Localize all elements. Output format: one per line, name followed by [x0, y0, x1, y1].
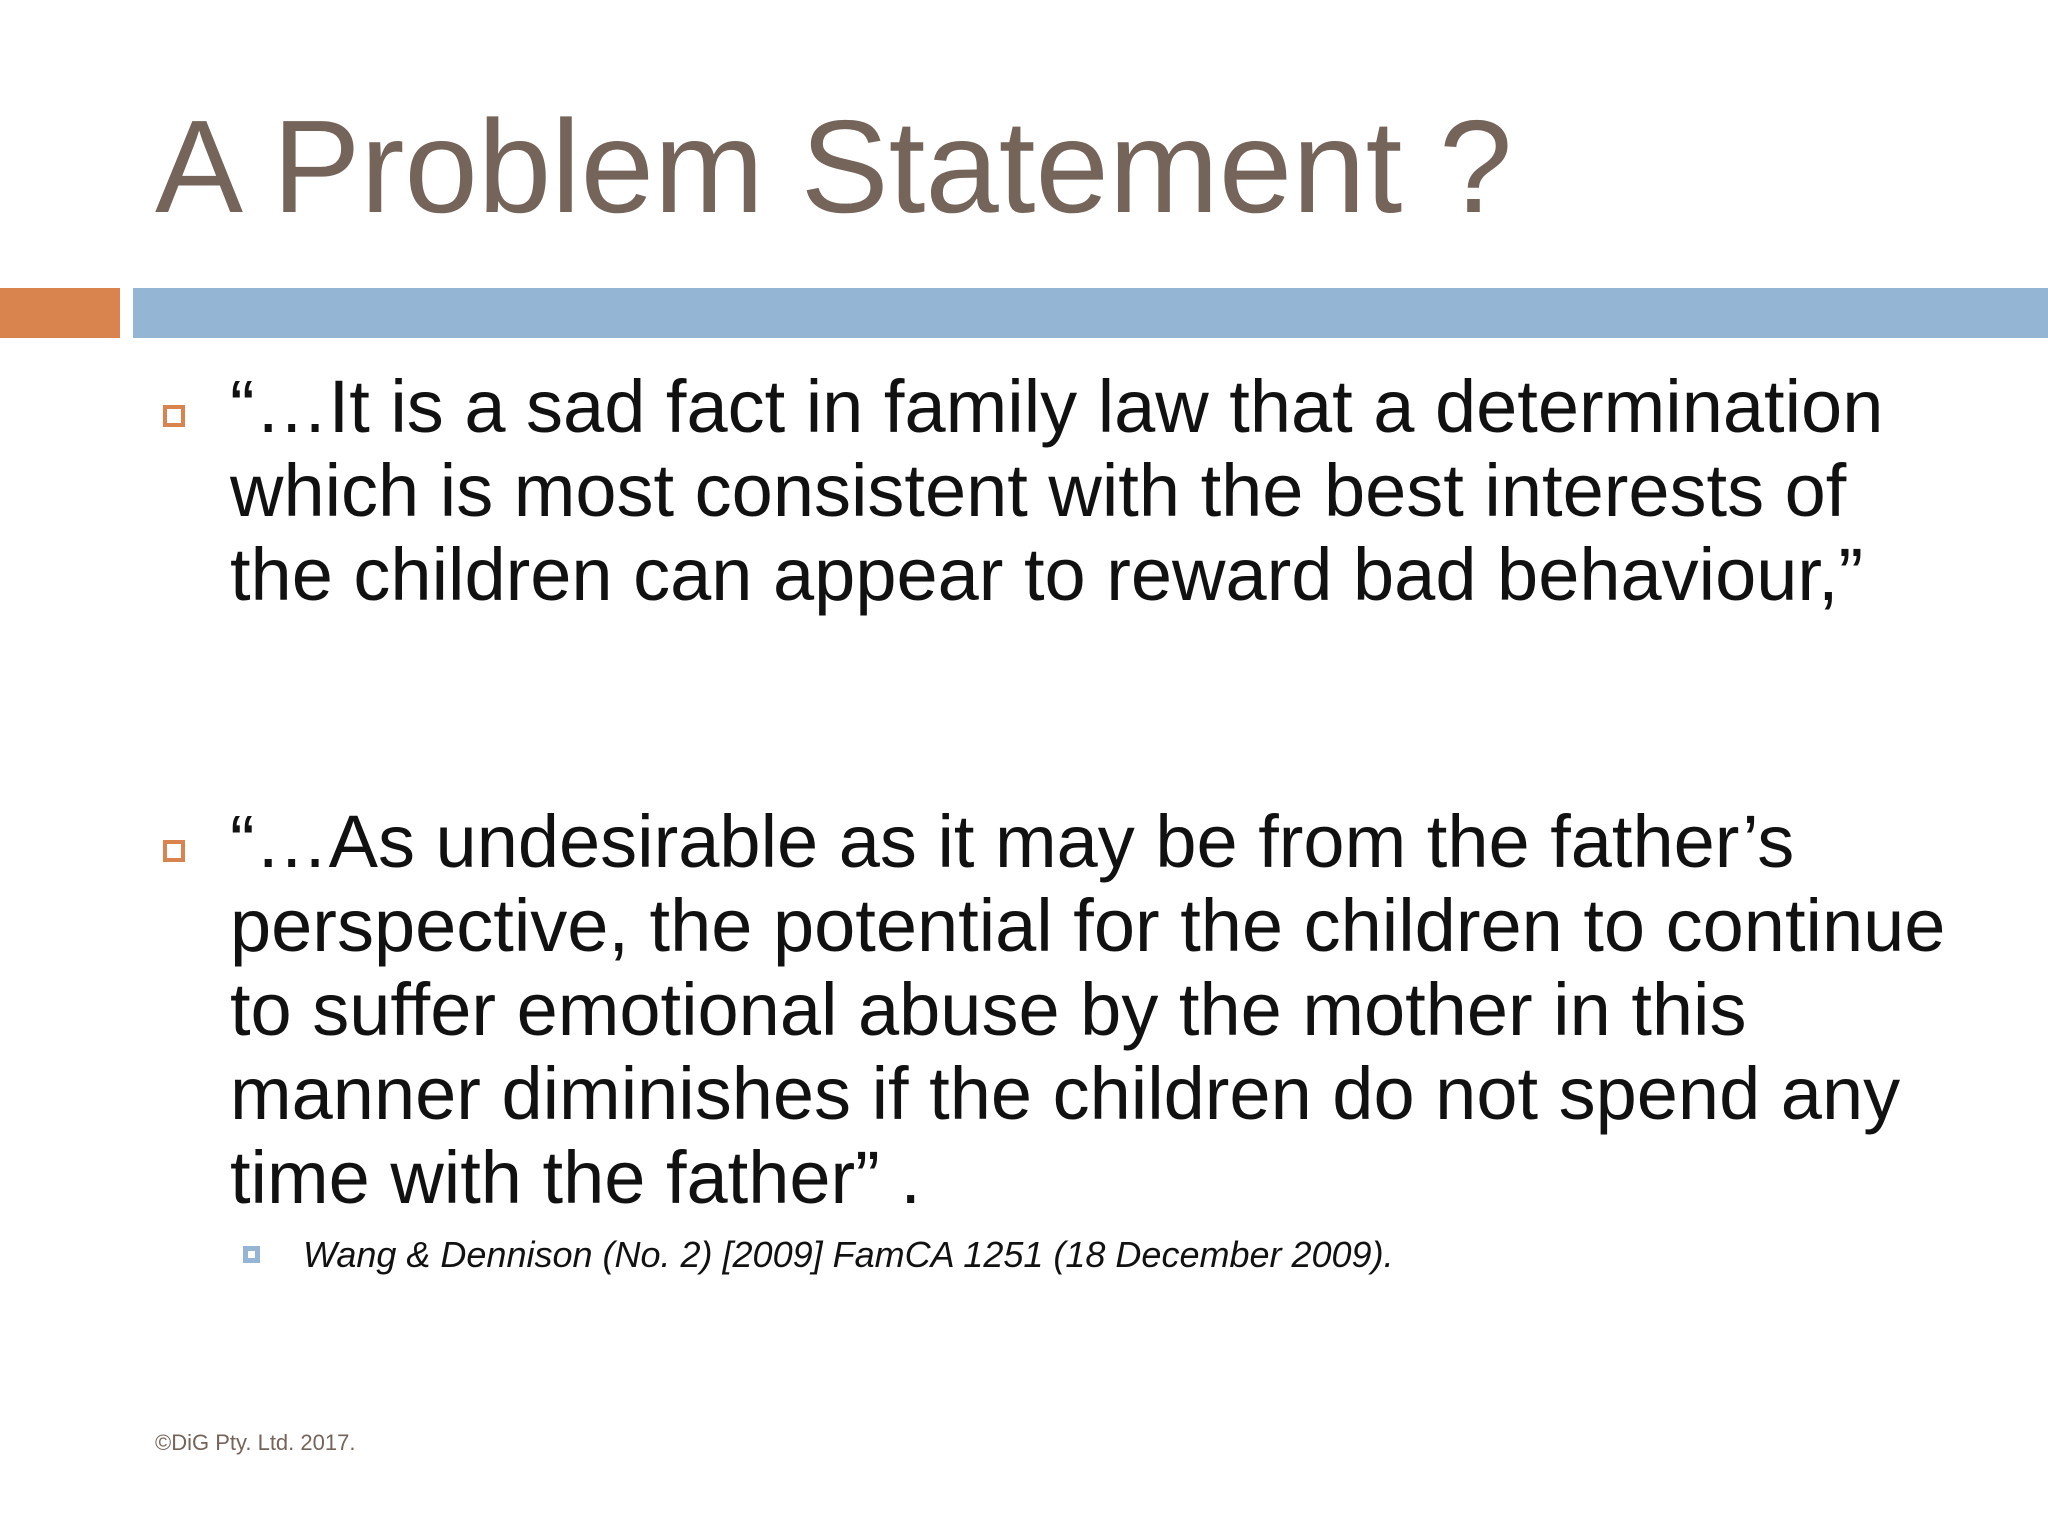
- title-divider-bar: [133, 288, 2048, 338]
- bullet-item-2: [163, 800, 1953, 1220]
- bullet-text: “…It is a sad fact in family law that a determination which is most consistent with the best interests of the children can appear to reward bad behaviour,”: [230, 365, 1884, 616]
- hollow-square-bullet-icon: [163, 405, 185, 427]
- copyright-footer: ©DiG Pty. Ltd. 2017.: [155, 1430, 356, 1455]
- slide-title: A Problem Statement ?: [155, 93, 1513, 240]
- square-sub-bullet-icon: [243, 1246, 260, 1263]
- title-accent-bar: [0, 288, 120, 338]
- citation-item: [243, 1231, 1843, 1279]
- bullet-text: “…As undesirable as it may be from the father’s perspective, the potential for the children to continue to suffer emotional abuse by the mother in this manner diminishes if the children do not spend any time with the father” .: [230, 800, 1946, 1219]
- citation-text: Wang & Dennison (No. 2) [2009] FamCA 1251 (18 December 2009).: [303, 1234, 1394, 1275]
- hollow-square-bullet-icon: [163, 840, 185, 862]
- bullet-item-1: [163, 365, 1953, 617]
